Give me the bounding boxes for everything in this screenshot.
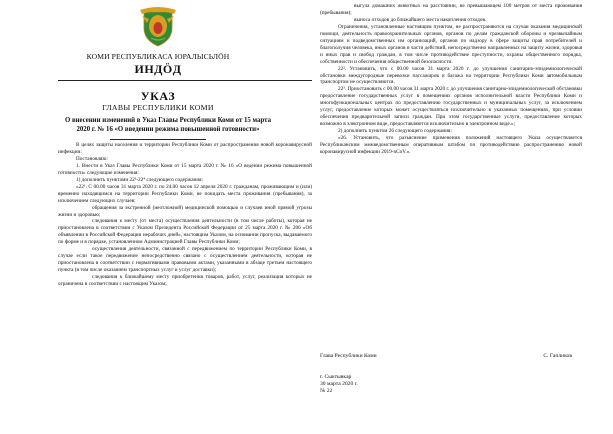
paragraph: выгула домашних животных на расстоянии, не превышающем 100 метров от места проживания (пребывания); bbox=[320, 3, 582, 16]
right-column-text bbox=[320, 3, 582, 156]
document-title: УКАЗ bbox=[140, 89, 176, 103]
paragraph: «26. Установить, что разъяснение применения положений настоящего Указа осуществляется Республиканским межведомственным оперативным штабом по противодействию распространению новой коронавирусной инфекции 2019-nCoV.». bbox=[320, 135, 582, 156]
place-date-number bbox=[320, 374, 358, 396]
paragraph: 22³. Приостановить с 00.00 часов 31 марта 2020 г. до улучшения санитарно-эпидемиологической обстановки предоставление государственных услуг в помещениях органов исполнительной власти Республики Коми и многофункциональных центрах по предоставлению государственных и муниципальных услуг, за исключением услуг, предоставление которых может осуществляться исключительно в указанных помещениях, при условии обеспечения предварительной записи граждан. При этом государственные услуги, предоставление которых возможно в электронном виде, предоставляются исключительно в электронном виде.»; bbox=[320, 86, 582, 128]
komi-coat-of-arms-icon bbox=[136, 6, 180, 48]
signature-block bbox=[320, 353, 582, 359]
paragraph: В целях защиты населения и территории Республики Коми от распространения новой коронавирусной инфекции: bbox=[58, 142, 312, 155]
document-type-komi: ИНДÖД bbox=[134, 62, 182, 76]
decree-heading: О внесении изменений в Указ Главы Республики Коми от 15 марта 2020 г. № 16 «О введении режима повышенной готовности» bbox=[64, 117, 272, 133]
date: 30 марта 2020 г. bbox=[320, 381, 358, 388]
document-subtitle: ГЛАВЫ РЕСПУБЛИКИ КОМИ bbox=[102, 103, 214, 112]
paragraph: выноса отходов до ближайшего места накопления отходов. bbox=[354, 16, 487, 23]
paragraph: обращения за экстренной (неотложной) медицинской помощью и случаев иной прямой угрозы жизни и здоровью; bbox=[58, 204, 312, 218]
paragraph: осуществления деятельности, связанной с передвижением по территории Республики Коми, в случае если такое передвижение непосредственно связано с осуществлением деятельности, которая не приостановлена в соответствии с нормативными правовыми актами, указанными в абзаце третьем настоящего пункта (в том числе оказанием транспортных услуг и услуг доставки); bbox=[58, 246, 312, 274]
paragraph: 1) дополнить пунктами 22¹-22⁴ следующего содержания: bbox=[76, 176, 204, 183]
paragraph: Постановляю: bbox=[76, 155, 108, 162]
republic-name-komi: КОМИ РЕСПУБЛИКАСА ЮРАЛЫСЬЛÖН bbox=[86, 52, 230, 61]
signatory-name: С. Гапликов bbox=[543, 353, 572, 359]
decree-number: № 22 bbox=[320, 388, 333, 395]
header-divider bbox=[58, 80, 312, 81]
paragraph: следования к ближайшему месту приобретения товаров, работ, услуг, реализация которых не ограничена в соответствии с настоящим Указом; bbox=[58, 274, 312, 288]
paragraph: Ограничения, установленные настоящим пунктом, не распространяются на случаи оказания медицинской помощи, деятельность правоохранительных органов, органов по делам гражданской обороны и чрезвычайным ситуациям и подведомственных им организаций, органов по надзору в сфере защиты прав потребителей и благополучия человека, иных органов в части действий, непосредственно направленных на защиту жизни, здоровья и иных прав и свобод граждан, в том числе противодействие преступности, охраны общественного порядка, собственности и обеспечения общественной безопасности. bbox=[320, 23, 582, 65]
paragraph: 1. Внести в Указ Главы Республики Коми от 15 марта 2020 г. № 16 «О ведении режима повышенной готовности» следующие изменения: bbox=[58, 162, 312, 176]
paragraph: следования к месту (от места) осуществления деятельности (в том числе работы), которая не приостановлена в соответствии с Указом Президента Российской Федерации от 25 марта 2020 г. № 206 «Об объявлении в Российской Федерации нерабочих дней», настоящим Указом, на основании пропуска, выдаваемого по форме и в порядке, установленном Администрацией Главы Республики Коми; bbox=[58, 218, 312, 246]
paragraph: 2) дополнить пунктом 26 следующего содержания: bbox=[338, 128, 452, 135]
paragraph: «22¹. С 00.00 часов 31 марта 2020 г. по 24.00 часов 12 апреля 2020 г. гражданам, проживающим и (или) временно находящимся на территории Республики Коми, не покидать места проживания (пребывания), за исключением следующих случаев: bbox=[58, 183, 312, 204]
signatory-position: Глава Республики Коми bbox=[320, 353, 377, 359]
city: г. Сыктывкар bbox=[320, 374, 352, 380]
paragraph: 22². Установить, что с 00.00 часов 31 марта 2020 г. до улучшения санитарно-эпидемиологической обстановки междугородные перевозки пассажиров и багажа на территории Республики Коми автомобильным транспортом не осуществляются. bbox=[320, 65, 582, 86]
left-column-text bbox=[58, 142, 312, 288]
heading-underline bbox=[110, 139, 206, 140]
